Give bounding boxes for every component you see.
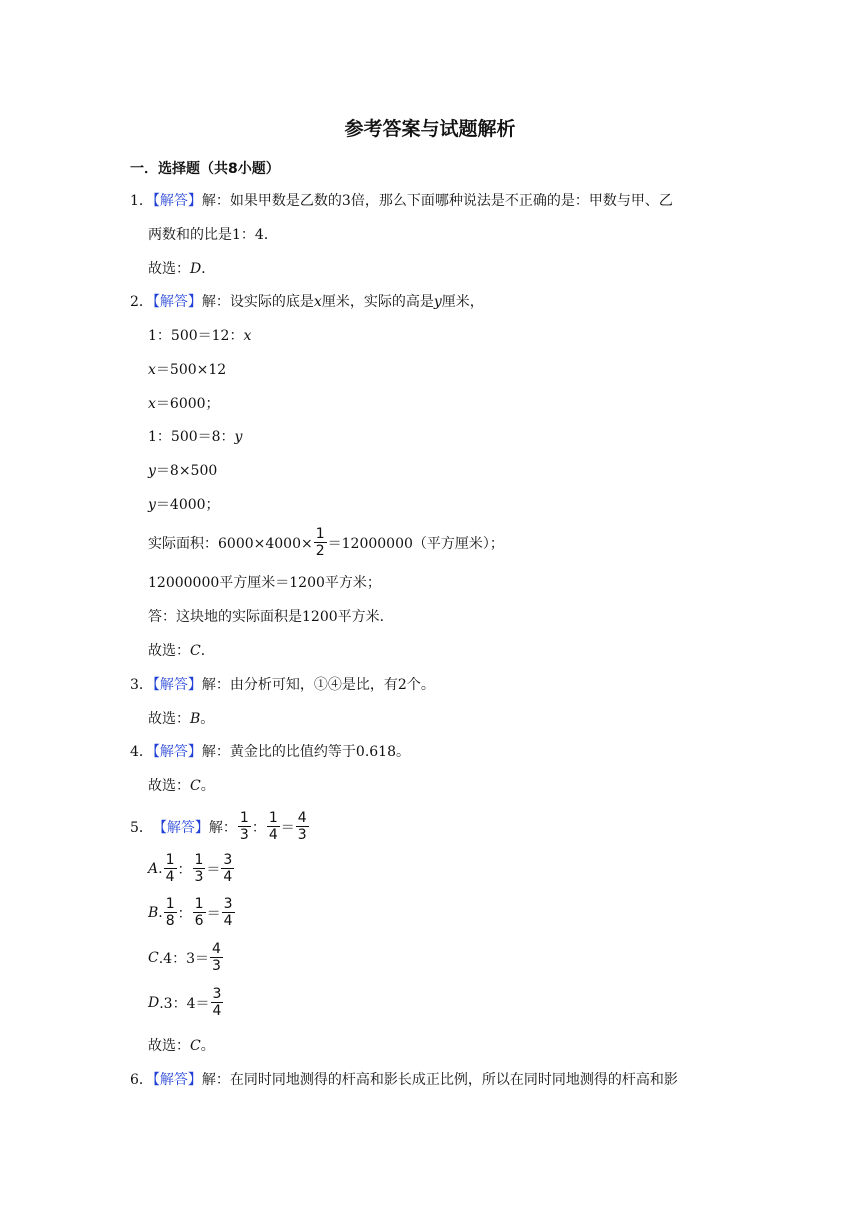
q4-solution-tag: 【解答】	[152, 744, 202, 760]
q4-number: 4．	[130, 744, 153, 760]
q4-line-1: 4．【解答】解：黄金比的比值约等于0.618。	[130, 744, 411, 760]
q2-area-line: 实际面积：6000×4000× $\frac{1}{2}$ ＝12000000（平方厘米）；	[148, 526, 504, 559]
q1-answer: D	[190, 261, 202, 277]
q5-frac: $\frac{4}{3}$	[297, 810, 307, 843]
q5-frac: $\frac{3}{4}$	[223, 896, 233, 929]
q6-solution-tag: 【解答】	[152, 1072, 202, 1088]
q2-eq-6: y＝4000；	[148, 497, 220, 513]
q6-number: 6．	[130, 1072, 153, 1088]
q5-frac: $\frac{3}{4}$	[212, 986, 222, 1019]
q5-frac: $\frac{1}{3}$	[194, 852, 204, 885]
q2-choice: 故选：C．	[148, 643, 215, 659]
q2-line-1: 2．【解答】解：设实际的底是x厘米，实际的高是y厘米，	[130, 294, 484, 310]
q2-eq-2: x＝500×12	[148, 362, 227, 378]
q3-choice: 故选：B。	[148, 711, 215, 727]
q5-number: 5．	[130, 819, 153, 836]
q1-text-2: 两数和的比是1：4．	[148, 227, 278, 243]
q4-answer: C	[190, 778, 201, 794]
page-title: 参考答案与试题解析	[344, 118, 516, 140]
q1-text-1: 解：如果甲数是乙数的3倍，那么下面哪种说法是不正确的是：甲数与甲、乙	[201, 193, 673, 209]
q2-solution-tag: 【解答】	[152, 294, 202, 310]
q1-solution-tag: 【解答】	[152, 193, 202, 209]
q5-line-1: 5． 【解答】 解： $\frac{1}{3}$ ： $\frac{1}{4}$ ＝ $\frac{4}{3}$	[130, 810, 307, 843]
q2-eq-5: y＝8×500	[148, 463, 218, 479]
q5-frac: $\frac{4}{3}$	[211, 941, 221, 974]
q2-half-fraction: $\frac{1}{2}$	[315, 526, 325, 559]
q2-number: 2．	[130, 294, 153, 310]
q5-answer: C	[190, 1038, 201, 1054]
q2-eq-4: 1：500＝8：y	[148, 429, 243, 445]
q5-option-a: A . $\frac{1}{4}$ ： $\frac{1}{3}$ ＝ $\frac{3}{4}$	[148, 852, 233, 885]
q5-frac: $\frac{1}{8}$	[165, 896, 175, 929]
q2-eq-1: 1：500＝12：x	[148, 328, 252, 344]
q5-frac: $\frac{1}{6}$	[194, 896, 204, 929]
q3-number: 3．	[130, 677, 153, 693]
q1-choice: 故选：D．	[148, 261, 216, 277]
q3-line-1: 3．【解答】解：由分析可知，①④是比，有2个。	[130, 677, 435, 693]
q2-answer: C	[190, 643, 201, 659]
q5-frac: $\frac{3}{4}$	[223, 852, 233, 885]
q5-option-b: B . $\frac{1}{8}$ ： $\frac{1}{6}$ ＝ $\frac{3}{4}$	[148, 896, 233, 929]
q5-frac: $\frac{1}{4}$	[268, 810, 278, 843]
q2-conversion: 12000000平方厘米＝1200平方米；	[148, 575, 381, 591]
q6-line-1: 6．【解答】解：在同时同地测得的杆高和影长成正比例，所以在同时同地测得的杆高和影	[130, 1072, 678, 1088]
q3-answer: B	[190, 711, 201, 727]
q5-solution-tag: 【解答】	[152, 819, 209, 836]
q5-choice: 故选：C。	[148, 1038, 215, 1054]
q2-eq-3: x＝6000；	[148, 396, 220, 412]
q5-frac: $\frac{1}{3}$	[239, 810, 249, 843]
q5-option-c: C .4：3＝ $\frac{4}{3}$	[148, 941, 221, 974]
q4-choice: 故选：C。	[148, 778, 215, 794]
q1-number: 1．	[130, 193, 153, 209]
q5-frac: $\frac{1}{4}$	[165, 852, 175, 885]
q3-solution-tag: 【解答】	[152, 677, 202, 693]
section-heading: 一．选择题（共8小题）	[130, 161, 280, 177]
q1-line-1	[130, 191, 673, 211]
q2-answer-statement: 答：这块地的实际面积是1200平方米．	[148, 609, 394, 625]
q5-option-d: D .3：4＝ $\frac{3}{4}$	[148, 986, 222, 1019]
